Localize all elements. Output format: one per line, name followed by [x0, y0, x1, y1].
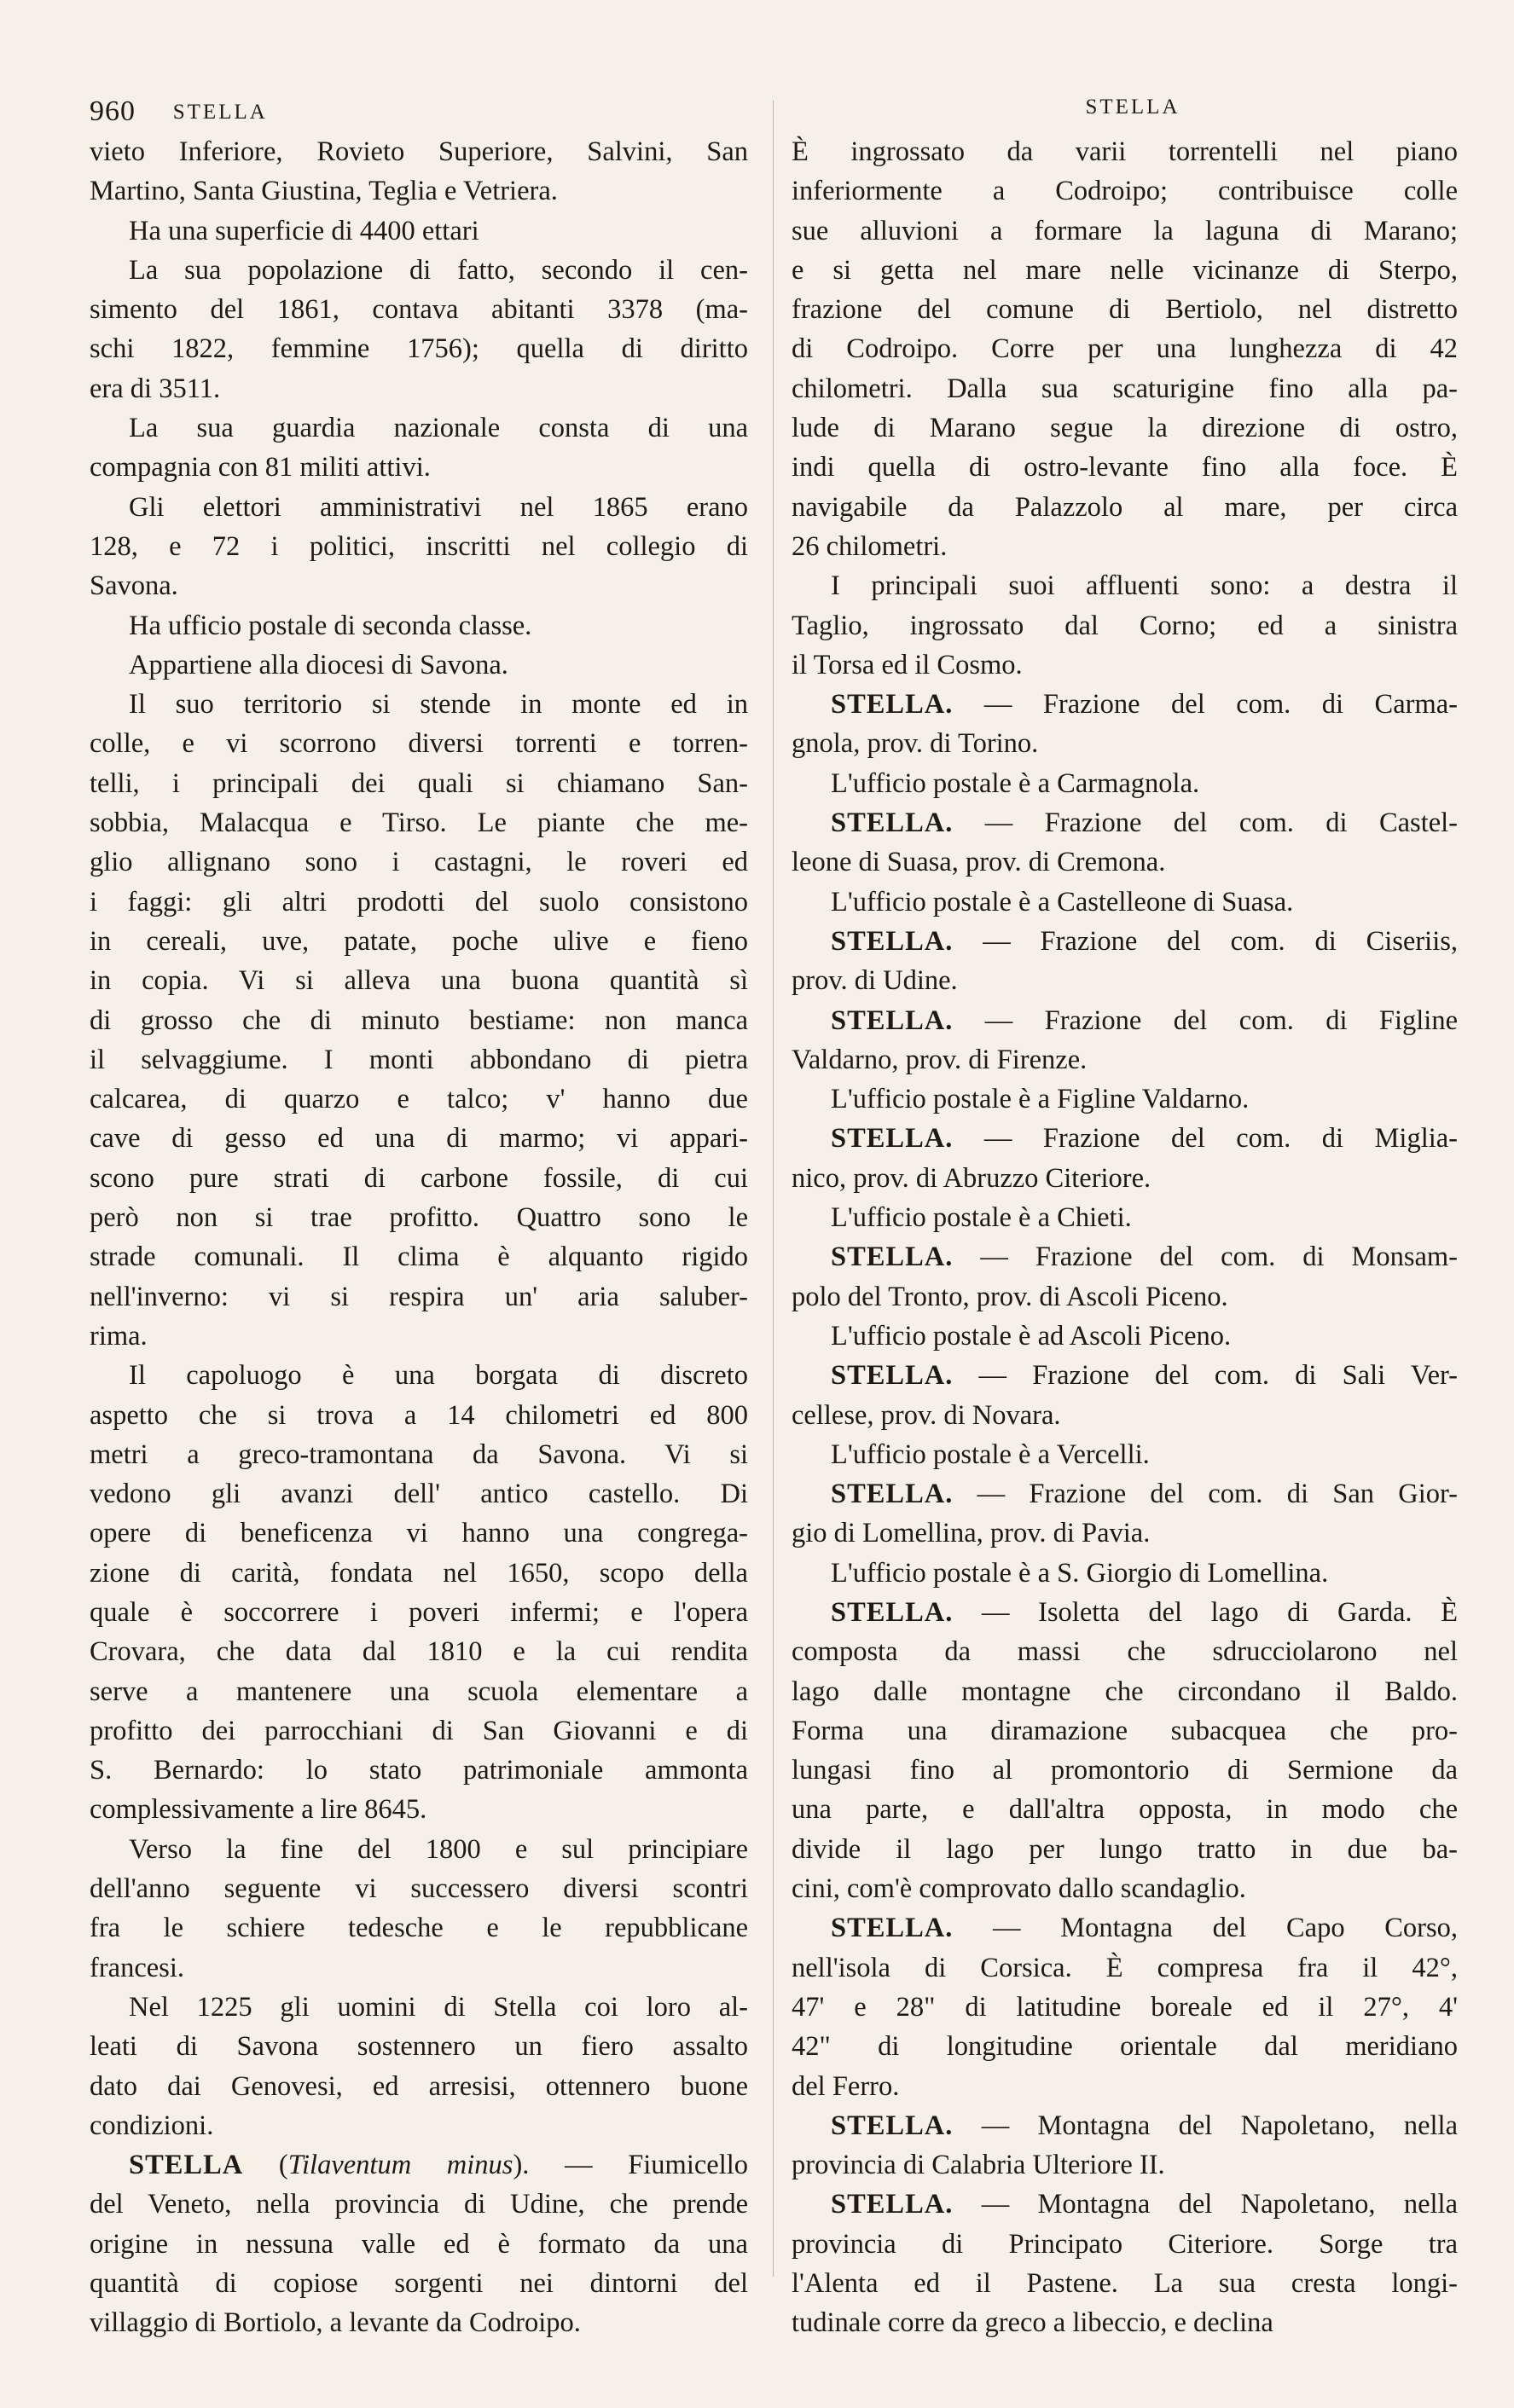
line-text: L'ufficio postale è a Figline Valdarno.: [831, 1084, 1250, 1115]
text-line: [90, 803, 748, 842]
text-line: [792, 606, 1458, 645]
line-text: divide il lago per lungo tratto in due ba-: [792, 1833, 1458, 1865]
text-line: [792, 1277, 1458, 1317]
text-paragraph: [792, 1080, 1458, 1119]
running-head-right: STELLA: [1085, 96, 1180, 119]
line-text: La sua popolazione di fatto, secondo il cen-: [129, 254, 748, 286]
text-line: [90, 1751, 748, 1790]
text-paragraph: [792, 1317, 1458, 1356]
line-text: frazione del comune di Bertiolo, nel distretto: [792, 294, 1458, 326]
text-line: [792, 922, 1458, 961]
text-paragraph: [792, 132, 1458, 566]
entry-headword: STELLA.: [831, 925, 954, 957]
line-text: il selvaggiume. I monti abbondano di pietra: [90, 1044, 748, 1075]
line-text: nell'isola di Corsica. È compresa fra il 42°,: [792, 1952, 1458, 1983]
line-text: lungasi fino al promontorio di Sermione da: [792, 1755, 1458, 1786]
line-text: 128, e 72 i politici, inscritti nel collegio di: [90, 530, 748, 562]
text-line: [90, 1672, 748, 1711]
line-text: di Codroipo. Corre per una lunghezza di 42: [792, 333, 1458, 365]
text-line: [792, 1908, 1458, 1948]
text-line: [90, 1080, 748, 1119]
text-line: [90, 1830, 748, 1869]
entry-paragraph: [792, 2106, 1458, 2185]
text-line: [792, 1988, 1458, 2027]
line-text: Il suo territorio si stende in monte ed in: [129, 689, 748, 721]
text-line: [792, 883, 1458, 922]
text-line: [90, 922, 748, 961]
text-line: [90, 1356, 748, 1395]
text-line: [792, 803, 1458, 842]
entry-paragraph: [792, 1474, 1458, 1554]
line-text: Crovara, che data dal 1810 e la cui rendita: [90, 1636, 748, 1668]
text-line: [90, 883, 748, 922]
line-text: quale è soccorrere i poveri infermi; e l'opera: [90, 1596, 748, 1628]
line-text: vedono gli avanzi dell' antico castello. Di: [90, 1479, 748, 1510]
line-text: lago dalle montagne che circondano il Baldo.: [792, 1676, 1458, 1707]
text-line: [90, 1632, 748, 1671]
text-line: [90, 645, 748, 685]
line-text: metri a greco-tramontana da Savona. Vi si: [90, 1438, 748, 1470]
line-text: del Ferro.: [792, 2070, 900, 2102]
text-line: [90, 488, 748, 527]
text-paragraph: [90, 1988, 748, 2145]
line-text: L'ufficio postale è a Chieti.: [831, 1202, 1132, 1234]
line-text: profitto dei parrocchiani di San Giovanni e di: [90, 1715, 748, 1746]
text-line: [90, 1237, 748, 1276]
text-line: [90, 369, 748, 408]
text-line: [792, 1396, 1458, 1435]
line-text: 47' e 28" di latitudine boreale ed il 27°, 4': [792, 1991, 1458, 2023]
text-line: [90, 290, 748, 329]
text-line: [792, 1040, 1458, 1080]
text-line: [90, 1040, 748, 1080]
page-header-right: [792, 96, 1474, 130]
text-line: [792, 1869, 1458, 1908]
entry-headword: STELLA: [129, 2150, 244, 2181]
text-line: [792, 1751, 1458, 1790]
text-line: [90, 408, 748, 448]
text-paragraph: [90, 1830, 748, 1988]
line-text: villaggio di Bortiolo, a levante da Codroipo.: [90, 2307, 581, 2339]
text-line: [90, 606, 748, 645]
text-line: [792, 132, 1458, 171]
line-text: cini, com'è comprovato dallo scandaglio.: [792, 1873, 1246, 1905]
text-line: [90, 1711, 748, 1751]
line-text: S. Bernardo: lo stato patrimoniale ammonta: [90, 1755, 748, 1786]
line-text: Verso la fine del 1800 e sul principiare: [129, 1833, 748, 1865]
line-text: — Frazione del com. di San Gior-: [977, 1479, 1458, 1510]
text-line: [792, 566, 1458, 605]
line-text: leone di Suasa, prov. di Cremona.: [792, 847, 1166, 878]
text-line: [90, 171, 748, 211]
line-text: — Frazione del com. di Castel-: [984, 807, 1459, 839]
entry-headword: STELLA.: [831, 1913, 954, 1944]
line-text: i faggi: gli altri prodotti del suolo consistono: [90, 886, 748, 917]
line-text: aspetto che si trova a 14 chilometri ed 800: [90, 1399, 748, 1431]
text-paragraph: [90, 211, 748, 251]
line-text: L'ufficio postale è ad Ascoli Piceno.: [831, 1320, 1232, 1352]
line-text: — Frazione del com. di Monsam-: [980, 1242, 1459, 1273]
line-text: l'Alenta ed il Pastene. La sua cresta longi-: [792, 2268, 1458, 2300]
text-line: [90, 1988, 748, 2027]
text-line: [792, 1435, 1458, 1474]
entry-paragraph: [792, 1356, 1458, 1435]
text-line: [90, 1474, 748, 1514]
text-line: [792, 408, 1458, 448]
line-text: era di 3511.: [90, 373, 221, 404]
line-text: cave di gesso ed una di marmo; vi appari-: [90, 1123, 748, 1155]
line-text: simento del 1861, contava abitanti 3378 (ma-: [90, 294, 748, 326]
line-text: L'ufficio postale è a Castelleone di Suasa.: [831, 886, 1294, 917]
line-text: Savona.: [90, 570, 178, 602]
text-line: [90, 724, 748, 763]
line-text: Ha una superficie di 4400 ettari: [129, 215, 479, 246]
text-line: [792, 251, 1458, 290]
entry-paragraph: [792, 1908, 1458, 2105]
line-text: leati di Savona sostennero un fiero assalto: [90, 2031, 748, 2063]
entry-headword: STELLA.: [831, 1242, 954, 1273]
line-text: e si getta nel mare nelle vicinanze di Sterpo,: [792, 254, 1458, 286]
entry-headword: STELLA.: [831, 1004, 954, 1036]
text-line: [90, 1908, 748, 1948]
line-text: — Fiumicello: [565, 2150, 749, 2181]
line-text: navigabile da Palazzolo al mare, per circa: [792, 491, 1458, 523]
text-line: [90, 1119, 748, 1158]
entry-headword: STELLA.: [831, 1360, 954, 1392]
text-line: [90, 132, 748, 171]
text-line: [90, 2185, 748, 2224]
text-line: [792, 171, 1458, 211]
text-paragraph: [90, 488, 748, 606]
line-text: — Montagna del Napoletano, nella: [981, 2110, 1458, 2141]
line-text: una parte, e dall'altra opposta, in modo che: [792, 1794, 1458, 1826]
line-text: Il capoluogo è una borgata di discreto: [129, 1360, 748, 1392]
text-line: [90, 1435, 748, 1474]
text-line: [792, 1159, 1458, 1198]
line-text: francesi.: [90, 1952, 184, 1983]
line-text: gnola, prov. di Torino.: [792, 728, 1039, 760]
text-line: [90, 1277, 748, 1317]
line-text: composta da massi che sdrucciolarono nel: [792, 1636, 1458, 1668]
text-line: [90, 1396, 748, 1435]
line-text: calcarea, di quarzo e talco; v' hanno due: [90, 1084, 748, 1115]
text-line: [90, 1001, 748, 1040]
text-paragraph: [90, 132, 748, 211]
entry-paragraph: [792, 1593, 1458, 1908]
entry-headword: STELLA.: [831, 807, 954, 839]
text-line: [792, 1198, 1458, 1237]
line-text: scono pure strati di carbone fossile, di cui: [90, 1162, 748, 1194]
text-line: [792, 1632, 1458, 1671]
text-line: [792, 1830, 1458, 1869]
entry-headword: STELLA.: [831, 1479, 954, 1510]
line-text: fra le schiere tedesche e le repubblicane: [90, 1913, 748, 1944]
line-text: — Frazione del com. di Ciseriis,: [983, 925, 1459, 957]
text-line: [792, 488, 1458, 527]
text-line: [90, 1317, 748, 1356]
line-text: indi quella di ostro-levante fino alla foce. È: [792, 452, 1458, 483]
text-line: [90, 329, 748, 368]
text-line: [90, 1593, 748, 1632]
text-line: [90, 764, 748, 803]
text-line: [90, 566, 748, 605]
running-head-left: STELLA: [172, 101, 268, 124]
text-line: STELLA (Tilaventum minus). — Fiumicello: [129, 2150, 749, 2181]
text-paragraph: [90, 1356, 748, 1830]
line-text: L'ufficio postale è a Vercelli.: [831, 1438, 1150, 1470]
line-text: chilometri. Dalla sua scaturigine fino alla pa-: [792, 373, 1458, 404]
line-text: — Frazione del com. di Figline: [984, 1004, 1458, 1036]
line-text: — Isoletta del lago di Garda. È: [981, 1596, 1459, 1628]
text-line: [792, 645, 1458, 685]
text-line: [90, 1198, 748, 1237]
text-line: [792, 1672, 1458, 1711]
text-line: [90, 1514, 748, 1553]
line-text: sobbia, Malacqua e Tirso. Le piante che me-: [90, 807, 748, 839]
text-line: [792, 448, 1458, 487]
line-text: Taglio, ingrossato dal Corno; ed a sinistra: [792, 610, 1458, 641]
line-text: complessivamente a lire 8645.: [90, 1794, 427, 1826]
line-text: — Frazione del com. di Miglia-: [983, 1123, 1458, 1155]
line-text: nell'inverno: vi si respira un' aria saluber-: [90, 1281, 748, 1312]
text-line: [90, 2106, 748, 2145]
text-paragraph: [792, 566, 1458, 685]
line-text: condizioni.: [90, 2110, 214, 2141]
text-paragraph: [792, 1554, 1458, 1593]
line-text: provincia di Calabria Ulteriore II.: [792, 2150, 1165, 2181]
line-text: origine in nessuna valle ed è formato da una: [90, 2228, 748, 2260]
text-line: [792, 329, 1458, 368]
entry-headword: STELLA.: [831, 1596, 954, 1628]
line-text: — Frazione del com. di Sali Ver-: [978, 1360, 1458, 1392]
right-column: [792, 132, 1458, 2343]
text-line: [792, 369, 1458, 408]
line-text: L'ufficio postale è a S. Giorgio di Lomellina.: [831, 1557, 1329, 1589]
line-text: Ha ufficio postale di seconda classe.: [129, 610, 532, 641]
text-line: [90, 1790, 748, 1829]
text-line: [792, 1514, 1458, 1553]
line-text: rima.: [90, 1320, 148, 1352]
entry-paragraph: [792, 685, 1458, 764]
text-line: [90, 1554, 748, 1593]
line-text: zione di carità, fondata nel 1650, scopo della: [90, 1557, 748, 1589]
text-line: [792, 724, 1458, 763]
text-line: [792, 1080, 1458, 1119]
line-text: opere di beneficenza vi hanno una congrega-: [90, 1518, 748, 1549]
text-line: [90, 251, 748, 290]
text-line: [90, 1869, 748, 1908]
column-divider: [773, 101, 774, 2277]
entry-paragraph: [792, 2185, 1458, 2342]
text-line: [90, 2225, 748, 2264]
line-text: Nel 1225 gli uomini di Stella coi loro al-: [129, 1991, 748, 2023]
line-text: gio di Lomellina, prov. di Pavia.: [792, 1518, 1151, 1549]
text-line: [792, 2067, 1458, 2106]
text-line: [90, 527, 748, 566]
text-line: [792, 2185, 1458, 2224]
text-paragraph: [90, 408, 748, 488]
entry-paragraph: [792, 1237, 1458, 1317]
line-text: dell'anno seguente vi successero diversi scontri: [90, 1873, 748, 1905]
line-text: strade comunali. Il clima è alquanto rigido: [90, 1242, 748, 1273]
text-paragraph: [792, 883, 1458, 922]
text-line: [90, 2303, 748, 2342]
text-line: [90, 961, 748, 1000]
text-line: [90, 842, 748, 882]
line-text: 26 chilometri.: [792, 530, 948, 562]
line-text: compagnia con 81 militi attivi.: [90, 452, 431, 483]
line-text: telli, i principali dei quali si chiamano San-: [90, 767, 748, 799]
line-text: — Frazione del com. di Carma-: [983, 689, 1459, 721]
entry-headword: STELLA.: [831, 2189, 954, 2220]
latin-name: Tilaventum minus: [287, 2150, 513, 2181]
line-text: — Montagna del Napoletano, nella: [981, 2189, 1458, 2220]
text-line: [792, 842, 1458, 882]
text-paragraph: [792, 1435, 1458, 1474]
entry-headword: STELLA.: [831, 1123, 954, 1155]
text-line: [792, 2303, 1458, 2342]
text-line: [792, 961, 1458, 1000]
text-line: [90, 2027, 748, 2066]
line-text: — Montagna del Capo Corso,: [993, 1913, 1459, 1944]
line-text: il Torsa ed il Cosmo.: [792, 649, 1023, 680]
text-line: [90, 448, 748, 487]
text-paragraph: [90, 606, 748, 645]
line-text: Martino, Santa Giustina, Teglia e Vetriera.: [90, 176, 558, 207]
text-line: [792, 2225, 1458, 2264]
text-line: [792, 1001, 1458, 1040]
text-line: [792, 211, 1458, 251]
line-text: L'ufficio postale è a Carmagnola.: [831, 767, 1200, 799]
text-line: [792, 2145, 1458, 2185]
line-text: tudinale corre da greco a libeccio, e declina: [792, 2307, 1273, 2339]
page-number: 960: [90, 96, 136, 127]
line-text: inferiormente a Codroipo; contribuisce colle: [792, 176, 1458, 207]
line-text: La sua guardia nazionale consta di una: [129, 413, 748, 444]
text-paragraph: [90, 251, 748, 408]
entry-headword: STELLA.: [831, 689, 954, 721]
line-text: schi 1822, femmine 1756); quella di diritto: [90, 333, 748, 365]
entry-paragraph: [792, 1119, 1458, 1198]
line-text: dato dai Genovesi, ed arresisi, ottennero buone: [90, 2070, 748, 2102]
entry-paragraph: [792, 1001, 1458, 1080]
text-line: [90, 2067, 748, 2106]
line-text: Forma una diramazione subacquea che pro-: [792, 1715, 1458, 1746]
line-text: sue alluvioni a formare la laguna di Marano;: [792, 215, 1458, 246]
text-line: [792, 290, 1458, 329]
text-paragraph: [90, 645, 748, 685]
line-text: lude di Marano segue la direzione di ostro,: [792, 413, 1458, 444]
text-line: [792, 2027, 1458, 2066]
text-line: [90, 211, 748, 251]
line-text: provincia di Principato Citeriore. Sorge tra: [792, 2228, 1458, 2260]
text-line: [792, 764, 1458, 803]
left-column: [90, 132, 748, 2343]
line-text: Appartiene alla diocesi di Savona.: [129, 649, 508, 680]
page-header-left: [90, 96, 776, 130]
entry-paragraph: [792, 803, 1458, 883]
line-text: del Veneto, nella provincia di Udine, che prende: [90, 2189, 748, 2220]
line-text: È ingrossato da varii torrentelli nel piano: [792, 136, 1458, 167]
entry-headword: STELLA.: [831, 2110, 954, 2141]
line-text: glio allignano sono i castagni, le roveri ed: [90, 847, 748, 878]
line-text: I principali suoi affluenti sono: a destra il: [831, 570, 1458, 602]
text-line: [792, 1554, 1458, 1593]
text-line: [792, 1711, 1458, 1751]
text-line: [90, 685, 748, 724]
text-line: [792, 1593, 1458, 1632]
text-line: [792, 1237, 1458, 1276]
line-text: prov. di Udine.: [792, 965, 958, 997]
line-text: in cereali, uve, patate, poche ulive e fieno: [90, 925, 748, 957]
line-text: però non si trae profitto. Quattro sono le: [90, 1202, 748, 1234]
text-line: [792, 1356, 1458, 1395]
line-text: vieto Inferiore, Rovieto Superiore, Salvini, San: [90, 136, 748, 167]
text-line: [792, 2264, 1458, 2303]
line-text: 42" di longitudine orientale dal meridiano: [792, 2031, 1458, 2063]
line-text: colle, e vi scorrono diversi torrenti e torren-: [90, 728, 748, 760]
text-line: [90, 2264, 748, 2303]
text-line: [792, 685, 1458, 724]
line-text: cellese, prov. di Novara.: [792, 1399, 1061, 1431]
entry-paragraph: [792, 922, 1458, 1001]
text-line: [90, 1948, 748, 1988]
text-line: [90, 1159, 748, 1198]
text-line: [792, 1790, 1458, 1829]
text-line: [792, 2106, 1458, 2145]
line-text: Gli elettori amministrativi nel 1865 erano: [129, 491, 748, 523]
text-line: [792, 527, 1458, 566]
text-line: [792, 1948, 1458, 1988]
text-line: [792, 1474, 1458, 1514]
line-text: serve a mantenere una scuola elementare a: [90, 1676, 748, 1707]
text-paragraph: [792, 1198, 1458, 1237]
text-line: [792, 1119, 1458, 1158]
text-paragraph: [792, 764, 1458, 803]
line-text: quantità di copiose sorgenti nei dintorni del: [90, 2268, 748, 2300]
line-text: in copia. Vi si alleva una buona quantità sì: [90, 965, 748, 997]
line-text: di grosso che di minuto bestiame: non manca: [90, 1004, 748, 1036]
text-line: [792, 1317, 1458, 1356]
line-text: Valdarno, prov. di Firenze.: [792, 1044, 1088, 1075]
line-text: polo del Tronto, prov. di Ascoli Piceno.: [792, 1281, 1228, 1312]
line-text: nico, prov. di Abruzzo Citeriore.: [792, 1162, 1151, 1194]
text-paragraph: [90, 685, 748, 1356]
entry-paragraph: [90, 2145, 748, 2342]
